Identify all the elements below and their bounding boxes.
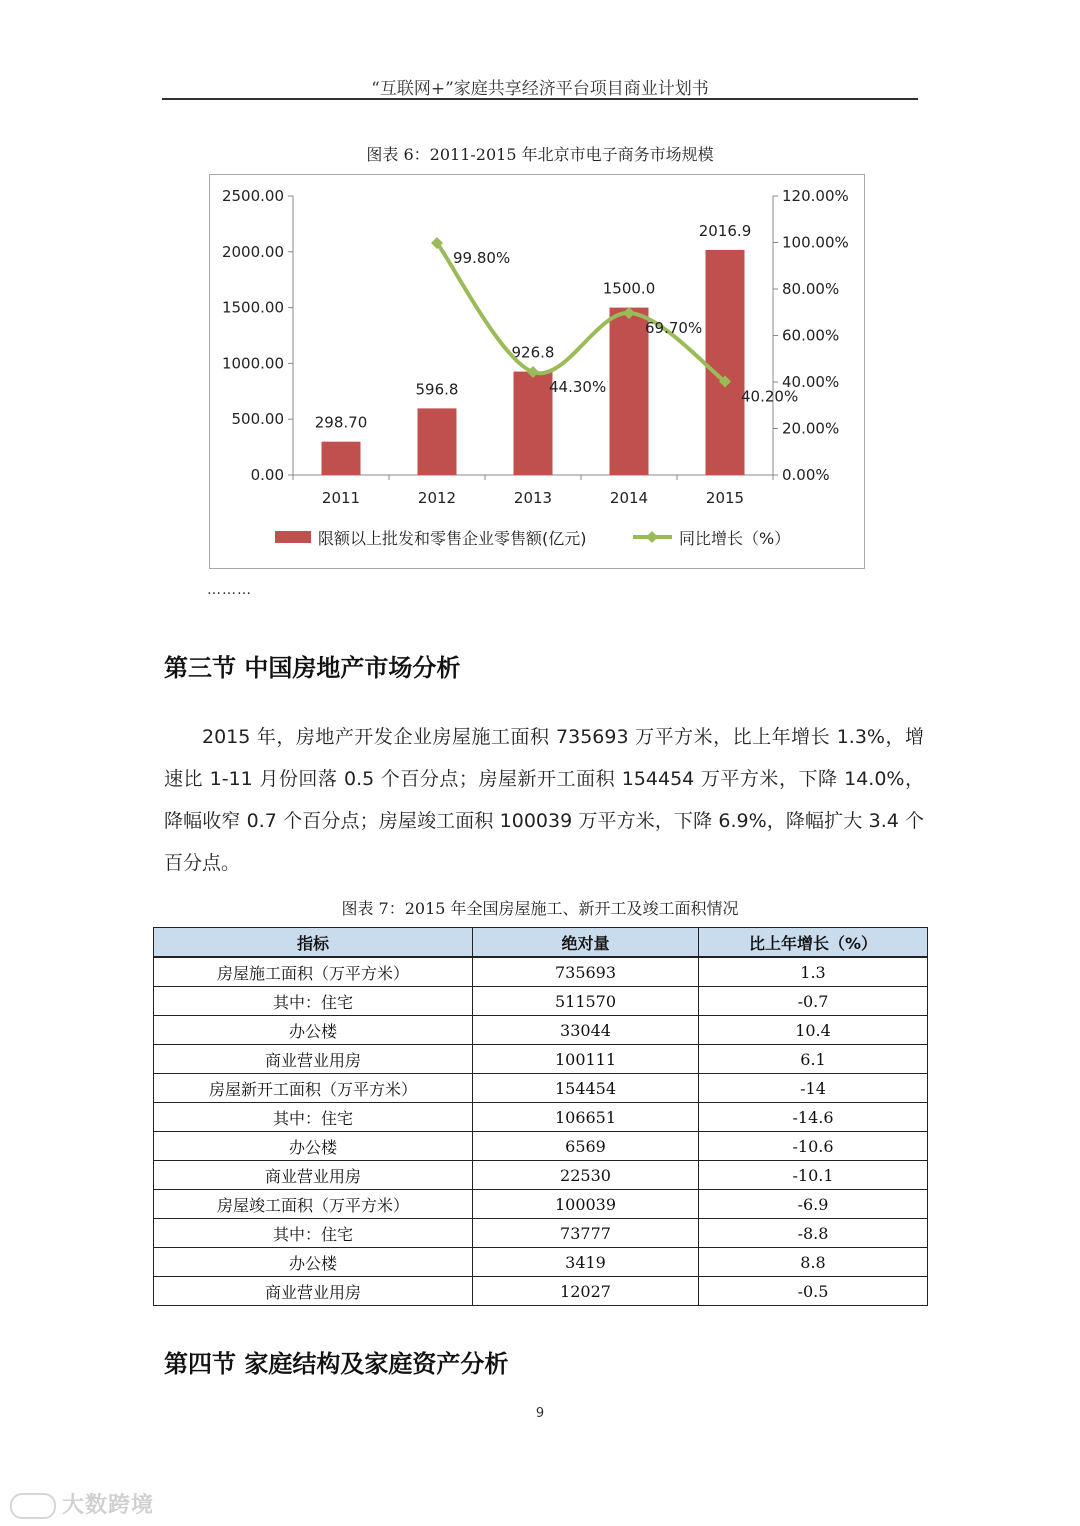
legend-bar-swatch	[275, 531, 311, 543]
bar-data-label: 926.8	[511, 343, 555, 362]
table-header-growth: 比上年增长（%）	[699, 928, 928, 958]
figure-7-caption: 图表 7：2015 年全国房屋施工、新开工及竣工面积情况	[341, 899, 739, 918]
bar-data-label: 1500.0	[602, 279, 656, 298]
table-cell-absolute: 3419	[473, 1248, 699, 1277]
table-cell-indicator: 房屋竣工面积（万平方米）	[154, 1190, 473, 1219]
section-3-paragraph	[164, 716, 924, 884]
table-cell-indicator: 其中：住宅	[154, 1219, 473, 1248]
right-axis-tick-label: 60.00%	[782, 326, 840, 345]
header-divider	[162, 98, 918, 100]
table-cell-growth: -6.9	[699, 1190, 928, 1219]
bar-data-label: 596.8	[415, 380, 459, 399]
left-axis-tick-label: 1500.00	[221, 298, 284, 317]
table-cell-indicator: 房屋新开工面积（万平方米）	[154, 1074, 473, 1103]
x-axis-tick-label: 2011	[321, 489, 361, 507]
table-cell-absolute: 735693	[473, 957, 699, 987]
table-cell-growth: 10.4	[699, 1016, 928, 1045]
ellipsis: ………	[207, 582, 252, 598]
left-axis-tick-label: 500.00	[231, 410, 284, 429]
line-data-label: 69.70%	[645, 318, 703, 337]
housing-area-table	[153, 927, 928, 1306]
table-cell-absolute: 511570	[473, 987, 699, 1016]
table-cell-absolute: 100111	[473, 1045, 699, 1074]
table-row	[154, 1190, 928, 1219]
paragraph-text: 2015 年，房地产开发企业房屋施工面积 735693 万平方米，比上年增长 1.3%，增速比 1-11 月份回落 0.5 个百分点；房屋新开工面积 154454 万平方米，下降 14.0%，降幅收窄 0.7 个百分点；房屋竣工面积 100039 万平方米，下降 6.9%，降幅扩大 3.4 个百分点。	[164, 726, 924, 874]
table-row	[154, 957, 928, 987]
line-data-label: 40.20%	[741, 387, 799, 406]
table-cell-growth: -10.6	[699, 1132, 928, 1161]
table-row	[154, 1016, 928, 1045]
figure-6-caption: 图表 6：2011-2015 年北京市电子商务市场规模	[366, 145, 714, 164]
section-4-heading: 第四节 家庭结构及家庭资产分析	[164, 1350, 509, 1378]
bar-data-label: 2016.9	[698, 221, 752, 240]
watermark-logo-icon	[10, 1493, 56, 1519]
watermark-text: 大数跨境	[62, 1493, 155, 1518]
table-cell-indicator: 办公楼	[154, 1248, 473, 1277]
bar-2014	[610, 308, 649, 475]
right-axis-tick-label: 20.00%	[782, 419, 840, 438]
table-cell-indicator: 其中：住宅	[154, 1103, 473, 1132]
table-cell-indicator: 办公楼	[154, 1132, 473, 1161]
bar-2012	[418, 408, 457, 475]
table-row	[154, 1161, 928, 1190]
table-cell-absolute: 73777	[473, 1219, 699, 1248]
table-row	[154, 1219, 928, 1248]
x-axis-tick-label: 2014	[609, 489, 649, 507]
table-header-row	[154, 928, 928, 958]
chart-canvas	[210, 175, 864, 568]
right-axis-tick-label: 100.00%	[782, 233, 849, 252]
table-cell-absolute: 33044	[473, 1016, 699, 1045]
table-cell-growth: -14	[699, 1074, 928, 1103]
table-cell-indicator: 商业营业用房	[154, 1277, 473, 1306]
table-row	[154, 1248, 928, 1277]
left-axis-tick-label: 0.00	[250, 466, 284, 484]
legend-line-marker	[646, 531, 658, 543]
line-data-label: 44.30%	[549, 378, 607, 397]
table-cell-indicator: 其中：住宅	[154, 987, 473, 1016]
table-cell-growth: -0.7	[699, 987, 928, 1016]
table-cell-indicator: 房屋施工面积（万平方米）	[154, 957, 473, 987]
table-header-absolute: 绝对量	[473, 928, 699, 958]
table-cell-growth: 6.1	[699, 1045, 928, 1074]
right-axis-tick-label: 0.00%	[782, 466, 830, 484]
document-header-title: “互联网+”家庭共享经济平台项目商业计划书	[371, 79, 709, 99]
left-axis-tick-label: 2500.00	[221, 187, 284, 205]
x-axis-tick-label: 2012	[417, 489, 457, 507]
bar-2013	[514, 372, 553, 475]
table-cell-growth: -14.6	[699, 1103, 928, 1132]
table-cell-absolute: 22530	[473, 1161, 699, 1190]
legend-line-label: 同比增长（%）	[679, 529, 791, 548]
table-cell-absolute: 100039	[473, 1190, 699, 1219]
table-cell-growth: -0.5	[699, 1277, 928, 1306]
table-row	[154, 1132, 928, 1161]
left-axis-tick-label: 2000.00	[221, 242, 284, 261]
table-cell-absolute: 154454	[473, 1074, 699, 1103]
table-row	[154, 1103, 928, 1132]
table-cell-growth: -8.8	[699, 1219, 928, 1248]
right-axis-tick-label: 40.00%	[782, 373, 840, 391]
bar-data-label: 298.70	[314, 413, 368, 432]
table-cell-absolute: 106651	[473, 1103, 699, 1132]
table-cell-absolute: 12027	[473, 1277, 699, 1306]
line-data-label: 99.80%	[453, 248, 511, 267]
page-number: 9	[535, 1406, 545, 1421]
table-cell-indicator: 商业营业用房	[154, 1045, 473, 1074]
legend-bar-label: 限额以上批发和零售企业零售额(亿元)	[318, 529, 587, 548]
table-cell-indicator: 办公楼	[154, 1016, 473, 1045]
table-row	[154, 1277, 928, 1306]
x-axis-tick-label: 2015	[705, 489, 745, 507]
table-row	[154, 987, 928, 1016]
ecommerce-market-chart	[209, 174, 865, 569]
right-axis-tick-label: 80.00%	[782, 280, 840, 298]
table-row	[154, 1045, 928, 1074]
right-axis-tick-label: 120.00%	[782, 187, 849, 205]
x-axis-tick-label: 2013	[513, 489, 553, 507]
table-header-indicator: 指标	[154, 928, 473, 958]
table-cell-indicator: 商业营业用房	[154, 1161, 473, 1190]
table-row	[154, 1074, 928, 1103]
table-cell-absolute: 6569	[473, 1132, 699, 1161]
watermark	[10, 1488, 154, 1519]
table-cell-growth: -10.1	[699, 1161, 928, 1190]
bar-2015	[706, 250, 745, 475]
table-cell-growth: 1.3	[699, 957, 928, 987]
left-axis-tick-label: 1000.00	[221, 354, 284, 373]
section-3-heading: 第三节 中国房地产市场分析	[164, 654, 461, 682]
table-cell-growth: 8.8	[699, 1248, 928, 1277]
bar-2011	[322, 442, 361, 475]
